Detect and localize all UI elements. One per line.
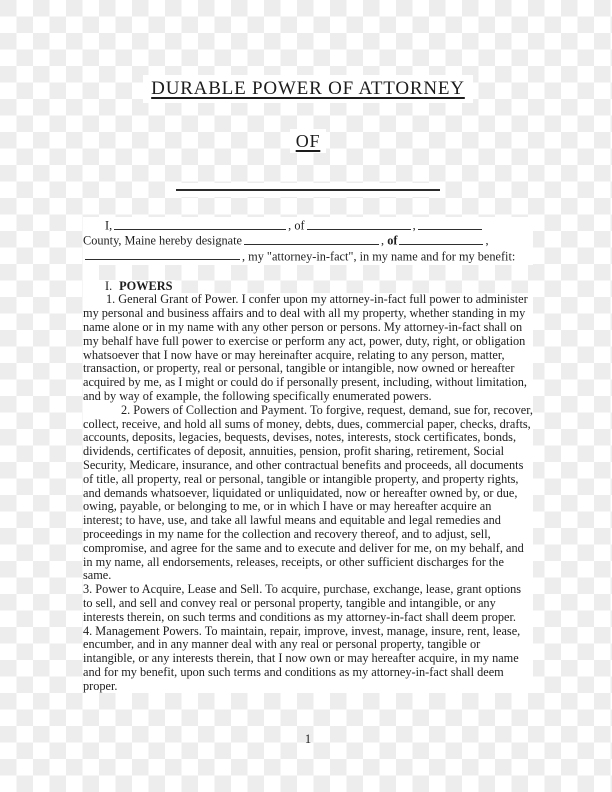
blank-agent-address	[85, 249, 240, 260]
intro-l1-pre: I,	[105, 218, 113, 233]
powers-heading-row	[83, 265, 533, 294]
intro-line-3	[83, 249, 533, 264]
document-subtitle: OF	[290, 129, 327, 153]
blank-principal-name	[114, 218, 286, 229]
powers-section-heading	[83, 280, 175, 294]
title-row	[83, 62, 533, 115]
powers-heading-numeral: I.	[105, 278, 113, 293]
intro-l3-post: , my "attorney-in-fact", in my name and for my benefit:	[242, 248, 516, 263]
blank-principal-county	[418, 218, 482, 229]
blank-agent-name	[244, 233, 379, 244]
intro-l2-comma: ,	[485, 233, 489, 248]
intro-l2-of: of	[387, 233, 398, 248]
paragraph-power-to-acquire-lease-and-sell: 3. Power to Acquire, Lease and Sell. To acquire, purchase, exchange, lease, grant options to sell, and sell and convey real or personal property, tangible and intangible, or any interests therein, on such terms and conditions as my attorney-in-fact shall deem proper.	[83, 583, 533, 624]
blank-agent-residence	[399, 233, 483, 244]
designation-clause	[83, 217, 533, 264]
intro-line-1	[83, 218, 533, 233]
blank-principal-residence	[307, 218, 411, 229]
intro-l1-comma: ,	[412, 218, 416, 233]
intro-line-2	[83, 233, 533, 248]
subtitle-row	[83, 115, 533, 153]
blank-title-name-line	[176, 189, 440, 191]
page-number: 1	[304, 732, 312, 747]
blank-title-name-line-wrap	[171, 183, 445, 197]
document-title: DURABLE POWER OF ATTORNEY	[143, 75, 473, 103]
powers-heading-label: POWERS	[119, 278, 173, 293]
paragraph-management-powers: 4. Management Powers. To maintain, repair, improve, invest, manage, insure, rent, lease, encumber, and in any manner deal with any real or personal property, tangible or intangible, or any interests therein, that I now own or may hereafter acquire, in my name and for my benefit, upon such terms and conditions as my attorney-in-fact shall deem proper.	[83, 625, 533, 694]
intro-l2-pre: County, Maine hereby designate	[83, 233, 243, 248]
paragraph-general-grant-of-power: 1. General Grant of Power. I confer upon my attorney-in-fact full power to administer my personal and business affairs and to deal with all my property, whether standing in my name alone or in my name with any other person or persons. My attorney-in-fact shall on my behalf have full power to exercise or perform any act, power, duty, right, or obligation whatsoever that I now have or may hereinafter acquire, relating to any person, matter, transaction, or property, real or personal, tangible or intangible, now owned or hereafter acquired by me, as I might or could do if personally present, including, without limitation, and by way of example, the following specifically enumerated powers.	[83, 293, 533, 403]
document-content	[83, 0, 533, 747]
intro-l1-mid: , of	[288, 218, 305, 233]
paragraph-powers-of-collection-and-payment: 2. Powers of Collection and Payment. To forgive, request, demand, sue for, recover, collect, receive, and hold all sums of money, debts, dues, commercial paper, checks, drafts, accounts, deposits, legacies, bequests, devises, notes, interests, stock certificates, bonds, dividends, certificates of deposit, annuities, pension, profit sharing, retirement, Social Security, Medicare, insurance, and other contractual benefits and proceeds, all documents of title, all property, real or personal, tangible or intangible property, and property rights, and demands whatsoever, liquidated or unliquidated, now or hereafter owned by, or due, owing, payable, or belonging to me, or in which I have or may hereafter acquire an interest; to have, use, and take all lawful means and equitable and legal remedies and proceedings in my name for the collection and recovery thereof, and to adjust, sell, compromise, and agree for the same and to execute and deliver for me, on my behalf, and in my name, all endorsements, releases, receipts, or other sufficient discharges for the same.	[83, 402, 533, 583]
intro-l2-mid: ,	[381, 233, 388, 248]
